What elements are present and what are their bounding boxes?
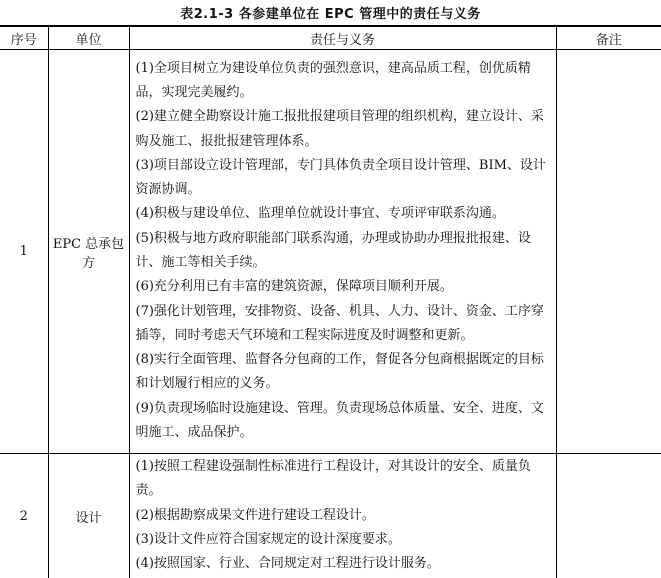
duty-item: (8)实行全面管理、监督各分包商的工作，督促各分包商根据既定的目标和计划履行相应的义务。 [136, 348, 552, 397]
row-serial: 2 [0, 454, 48, 578]
duty-item: (7)强化计划管理，安排物资、设备、机具、人力、设计、资金、工序穿插等，同时考虑天气环境和工程实际进度及时调整和更新。 [136, 300, 552, 349]
duty-item: (4)按照国家、行业、合同规定对工程进行设计服务。 [136, 552, 552, 576]
row-duties [129, 50, 556, 454]
row-remark [556, 50, 661, 454]
table-row [0, 50, 661, 454]
row-serial: 1 [0, 50, 48, 454]
header-serial: 序号 [0, 26, 48, 50]
duty-item: (2)根据勘察成果文件进行建设工程设计。 [136, 504, 552, 528]
duty-item: (6)充分利用已有丰富的建筑资源，保障项目顺利开展。 [136, 275, 552, 299]
duty-item: (1)全项目树立为建设单位负责的强烈意识，建高品质工程，创优质精品，实现完美履约。 [136, 57, 552, 106]
duty-item: (5)积极与地方政府职能部门联系沟通，办理或协助办理报批报建、设计、施工等相关手续。 [136, 227, 552, 276]
duty-item: (9)负责现场临时设施建设、管理。负责现场总体质量、安全、进度、文明施工、成品保护。 [136, 397, 552, 446]
row-unit: 设计 [48, 454, 129, 578]
table-row [0, 454, 661, 578]
header-duties: 责任与义务 [129, 26, 556, 50]
table-header-row [0, 26, 661, 50]
row-duties [129, 454, 556, 578]
duty-item: (3)项目部设立设计管理部，专门具体负责全项目设计管理、BIM、设计资源协调。 [136, 154, 552, 203]
duty-item: (2)建立健全勘察设计施工报批报建项目管理的组织机构，建立设计、采购及施工、报批报建管理体系。 [136, 105, 552, 154]
header-remark: 备注 [556, 26, 661, 50]
duty-item: (3)设计文件应符合国家规定的设计深度要求。 [136, 528, 552, 552]
responsibility-table [0, 25, 661, 578]
row-unit: EPC 总承包方 [48, 50, 129, 454]
duty-item: (4)积极与建设单位、监理单位就设计事宜、专项评审联系沟通。 [136, 202, 552, 226]
row-remark [556, 454, 661, 578]
duty-item: (1)按照工程建设强制性标准进行工程设计，对其设计的安全、质量负责。 [136, 455, 552, 504]
header-unit: 单位 [48, 26, 129, 50]
table-caption: 表2.1-3 各参建单位在 EPC 管理中的责任与义务 [0, 3, 661, 22]
